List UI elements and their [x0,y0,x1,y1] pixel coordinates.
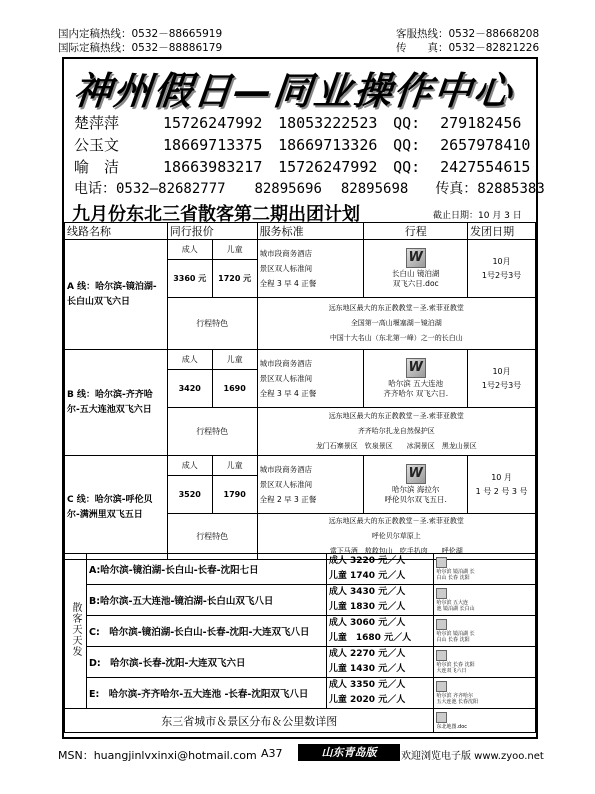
word-doc-icon: W [406,464,426,484]
table-row [65,616,536,647]
adult-price: 3520 [167,476,212,514]
contact-phone: 15726247992 [163,114,263,132]
adult-label: 成人 [167,350,212,370]
daily-doc[interactable]: 哈尔滨 齐齐哈尔 五大连池 长春沈阳 [434,678,536,709]
header-route: 线路名称 [65,223,168,240]
brand-badge: 山东青岛版 [298,744,400,761]
tel-number: 82895696 [254,181,322,197]
page-number: A37 [261,747,283,760]
feature-label: 行程特色 [167,408,257,456]
fax-line: 传 真：0532－82821226 [396,42,540,54]
itinerary-doc[interactable]: W 长白山 镜泊湖 双飞六日.doc [364,240,468,298]
table-row [65,350,536,370]
feature-label: 行程特色 [167,514,257,560]
deadline: 截止日期：10 月 3 日 [433,211,522,221]
route-features: 远东地区最大的东正教教堂－圣.索菲亚教堂 齐齐哈尔扎龙自然保护区 龙门石寨景区 钦泉景区 冰洞景区 黑龙山景区 [257,408,535,456]
departure-dates: 10 月 1 号 2 号 3 号 [468,456,536,514]
word-doc-icon [436,650,447,661]
contact-qq-label: QQ: [393,158,421,176]
service-standard: 城市段商务酒店 景区双人标准间 全程 2 早 3 正餐 [257,456,364,514]
daily-prices: 成人 3220 元／人 儿童 1740 元／人 [326,554,434,585]
tour-table [64,222,536,560]
word-doc-icon: W [406,248,426,268]
daily-doc[interactable]: 哈尔滨 镜泊湖 长 白山 长春 沈阳 [434,554,536,585]
daily-prices: 成人 3430 元／人 儿童 1830 元／人 [326,585,434,616]
table-row [65,554,536,585]
daily-route-name: D: 哈尔滨-长春-沈阳-大连双飞六日 [86,647,326,678]
child-price: 1690 [212,370,257,408]
child-price: 1720 元 [212,260,257,298]
child-label: 儿童 [212,456,257,476]
child-price: 1790 [212,476,257,514]
intl-hotline: 国际定稿热线：0532－88886179 [58,42,223,54]
contact-row [74,134,530,155]
contact-row [74,112,521,133]
child-label: 儿童 [212,350,257,370]
daily-doc[interactable]: 哈尔滨 五大连 池 镜泊湖 长白山 [434,585,536,616]
contact-name: 公玉文 [74,136,120,154]
itinerary-doc[interactable]: W 哈尔滨 海拉尔 呼伦贝尔双飞五日. [364,456,468,514]
tel-main: 电话：0532—82682777 [74,181,226,197]
contact-phone: 18669713326 [278,136,378,154]
contact-row [74,156,530,177]
word-doc-icon: W [406,358,426,378]
table-row [65,240,536,260]
contact-phone: 18663983217 [163,158,263,176]
daily-route-name: C: 哈尔滨-镜泊湖-长白山-长春-沈阳-大连双飞八日 [86,616,326,647]
service-hotline: 客服热线：0532－88668208 [396,28,540,40]
plan-title: 九月份东北三省散客第二期出团计划 [72,204,360,225]
departure-dates: 10月 1号2号3号 [468,350,536,408]
header-departure: 发团日期 [468,223,536,240]
contact-phone: 15726247992 [278,158,378,176]
table-row [65,456,536,476]
route-name: C 线：哈尔滨-呼伦贝尔-满洲里双飞五日 [65,456,168,560]
adult-price: 3360 元 [167,260,212,298]
adult-label: 成人 [167,456,212,476]
adult-label: 成人 [167,240,212,260]
table-row [65,678,536,709]
daily-departures-table [64,553,536,733]
tel-row [74,178,545,198]
word-doc-icon [436,557,447,568]
header-price: 同行报价 [167,223,257,240]
route-name: B 线：哈尔滨-齐齐哈尔-五大连池双飞六日 [65,350,168,456]
daily-label-cell [65,554,87,709]
daily-doc[interactable]: 哈尔滨 长春 沈阳 大连双飞六日 [434,647,536,678]
word-doc-icon [436,619,447,630]
domestic-hotline: 国内定稿热线：0532－88665919 [58,28,223,40]
adult-price: 3420 [167,370,212,408]
map-doc[interactable]: 东北地图.doc [434,709,536,733]
child-label: 儿童 [212,240,257,260]
contact-name: 喻 洁 [74,158,120,176]
daily-doc[interactable]: 哈尔滨 镜泊湖 长 白山 长春 沈阳 [434,616,536,647]
daily-label: 散客天天发 [69,602,81,657]
route-features: 远东地区最大的东正教教堂－圣.索菲亚教堂 呼伦贝尔草原上 當下马酒 敖救包山 吃手扒肉 呼伦湖 [257,514,535,560]
header-service: 服务标准 [257,223,364,240]
daily-prices: 成人 3350 元／人 儿童 2020 元／人 [326,678,434,709]
table-row [65,647,536,678]
route-features: 远东地区最大的东正教教堂－圣.索菲亚教堂 全国第一高山堰塞湖－镜泊湖 中国十大名山（东北第一峰）之一的长白山 [257,298,535,350]
contact-phone: 18669713375 [163,136,263,154]
contact-qq: 279182456 [440,114,522,132]
word-doc-icon [436,588,447,599]
table-header [65,223,536,240]
page-title: 神州假日—同业操作中心 [71,69,516,113]
departure-dates: 10月 1号2号3号 [468,240,536,298]
contact-qq: 2427554615 [440,158,531,176]
fax-number: 传真：82885383 [435,181,545,197]
daily-prices: 成人 2270 元／人 儿童 1430 元／人 [326,647,434,678]
feature-label: 行程特色 [167,298,257,350]
footer-tagline: 欢迎浏览电子版 www.zyoo.net [401,751,544,762]
daily-route-name: A:哈尔滨-镜泊湖-长白山-长春-沈阳七日 [86,554,326,585]
service-standard: 城市段商务酒店 景区双人标准间 全程 3 早 4 正餐 [257,240,364,298]
tel-number: 82895698 [340,181,409,197]
service-standard: 城市段商务酒店 景区双人标准间 全程 3 早 4 正餐 [257,350,364,408]
contact-qq-label: QQ: [393,114,421,132]
itinerary-doc[interactable]: W 哈尔滨 五大连池 齐齐哈尔 双飞六日. [364,350,468,408]
daily-route-name: B:哈尔滨-五大连池-镜泊湖-长白山双飞八日 [86,585,326,616]
map-title: 东三省城市＆景区分布＆公里数详图 [65,709,434,733]
footer-msn: MSN：huangjinlvxinxi@hotmail.com [58,749,257,762]
word-doc-icon [436,681,447,692]
word-doc-icon [436,712,447,723]
table-row [65,709,536,733]
daily-prices: 成人 3060 元／人 儿童 1680 元／人 [326,616,434,647]
route-name: A 线：哈尔滨-镜泊湖-长白山双飞六日 [65,240,168,350]
daily-route-name: E: 哈尔滨-齐齐哈尔-五大连池 -长春-沈阳双飞八日 [86,678,326,709]
table-row [65,585,536,616]
header-itinerary: 行程 [364,223,468,240]
contact-phone: 18053222523 [278,114,378,132]
contact-name: 楚萍萍 [74,114,120,132]
contact-qq: 2657978410 [440,136,531,154]
contact-qq-label: QQ: [393,136,421,154]
